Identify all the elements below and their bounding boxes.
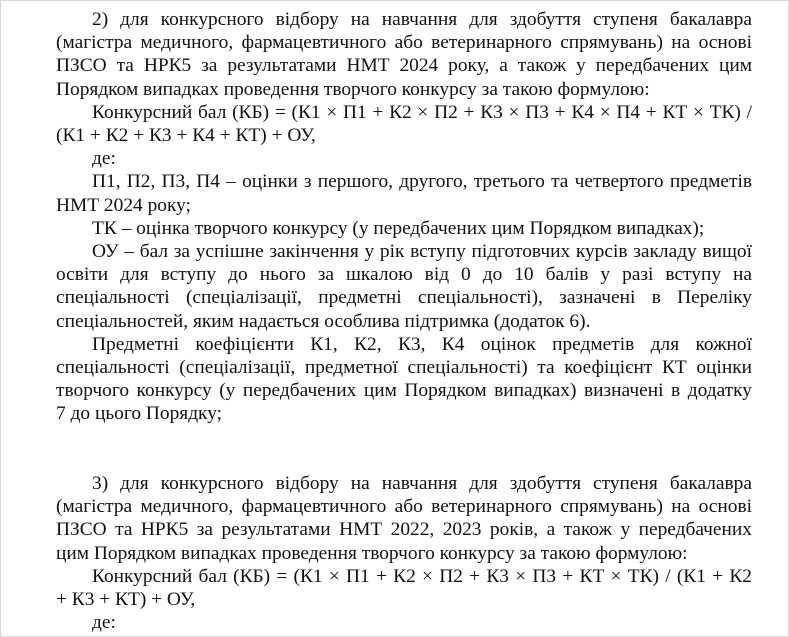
document-text xyxy=(56,8,752,634)
text-line: 3) для конкурсного відбору на навчання для здобуття ступеня бакалавра xyxy=(92,473,752,495)
where-label: де: xyxy=(92,148,116,170)
text-line: НМТ 2024 року; xyxy=(56,194,191,216)
formula-line: Конкурсний бал (КБ) = (К1 × П1 + К2 × П2 + К3 × П3 + К4 × П4 + КТ × ТК) / xyxy=(92,101,752,123)
paragraph-spacer xyxy=(56,426,752,472)
text-line: (магістра медичного, фармацевтичного або ветеринарного спрямувань) на основі xyxy=(56,496,752,518)
formula-line: + К3 + КТ) + ОУ, xyxy=(56,589,196,611)
text-line: 7 до цього Порядку; xyxy=(56,403,223,425)
paragraph-item-2 xyxy=(56,8,752,101)
text-line: ОУ – бал за успішне закінчення у рік вступу підготовчих курсів закладу вищої xyxy=(92,241,752,263)
text-line: творчого конкурсу (у передбачених цим Порядком випадках) визначені в додатку xyxy=(56,380,752,402)
formula-2022-2023 xyxy=(56,565,752,611)
definition-ou xyxy=(56,240,752,333)
text-line: Предметні коефіцієнти К1, К2, К3, К4 оцінок предметів для кожної xyxy=(92,333,752,355)
text-line: (магістра медичного, фармацевтичного або ветеринарного спрямувань) на основі xyxy=(56,32,752,54)
where-label: де: xyxy=(92,612,116,634)
formula-2024 xyxy=(56,101,752,147)
text-line: освіти для вступу до нього за шкалою від 0 до 10 балів у разі вступу на xyxy=(56,264,752,286)
text-line: цим Порядком випадках проведення творчого конкурсу за такою формулою: xyxy=(56,542,688,564)
text-line: П1, П2, П3, П4 – оцінки з першого, другого, третього та четвертого предметів xyxy=(92,171,752,193)
definition-tk: ТК – оцінка творчого конкурсу (у передбачених цим Порядком випадках); xyxy=(92,217,705,239)
text-line: спеціальностей, яким надається особлива підтримка (додаток 6). xyxy=(56,310,591,332)
text-line: ПЗСО та НРК5 за результатами НМТ 2022, 2023 років, а також у передбачених xyxy=(56,519,752,541)
text-line: ПЗСО та НРК5 за результатами НМТ 2024 року, а також у передбачених цим xyxy=(56,55,752,77)
text-line: 2) для конкурсного відбору на навчання для здобуття ступеня бакалавра xyxy=(92,9,752,30)
text-line: спеціальності (спеціалізації, предметні спеціальності), зазначені в Переліку xyxy=(56,287,752,309)
formula-line: (К1 + К2 + К3 + К4 + КТ) + ОУ, xyxy=(56,125,316,147)
formula-line: Конкурсний бал (КБ) = (К1 × П1 + К2 × П2 + К3 × П3 + КТ × ТК) / (К1 + К2 xyxy=(92,565,752,587)
text-line: спеціальності (спеціалізації, предметної спеціальності) та коефіцієнт КТ оцінки xyxy=(56,357,752,379)
paragraph-item-3 xyxy=(56,472,752,565)
coefficients-paragraph xyxy=(56,333,752,426)
text-line: Порядком випадках проведення творчого конкурсу за такою формулою: xyxy=(56,78,650,100)
definition-p-scores xyxy=(56,170,752,216)
